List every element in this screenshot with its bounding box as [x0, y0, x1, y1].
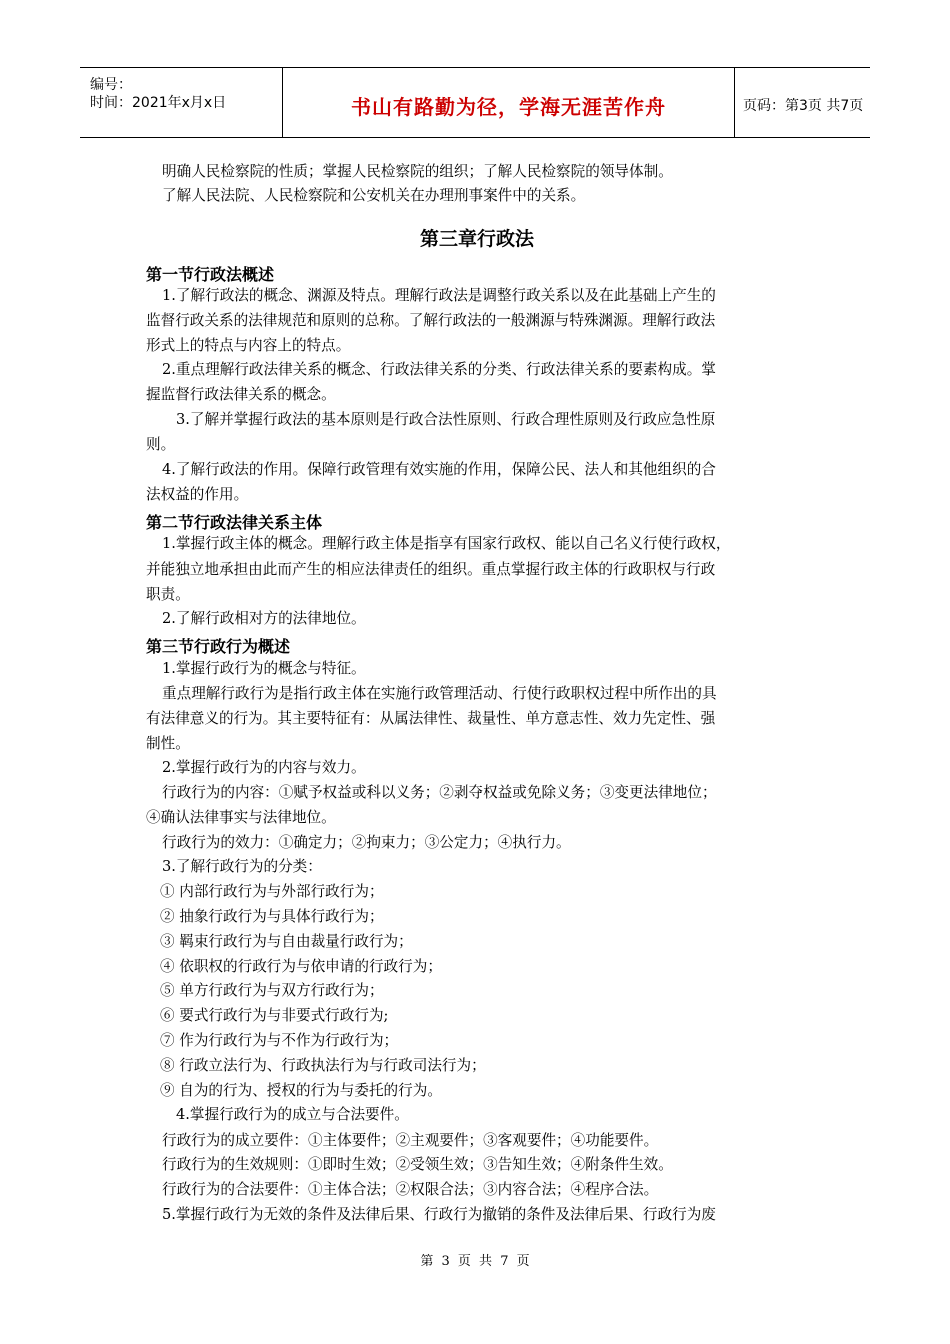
paragraph-line: 则。: [146, 436, 176, 453]
paragraph-line: 2.掌握行政行为的内容与效力。: [162, 759, 366, 776]
paragraph-line: 重点理解行政行为是指行政主体在实施行政管理活动、行使行政职权过程中所作出的具: [162, 685, 717, 702]
list-item: ⑤ 单方行政行为与双方行政行为；: [160, 982, 384, 999]
paragraph-line: 行政行为的生效规则：①即时生效；②受领生效；③告知生效；④附条件生效。: [162, 1156, 673, 1173]
paragraph-line: 法权益的作用。: [146, 486, 249, 503]
list-item: ⑨ 自为的行为、授权的行为与委托的行为。: [160, 1082, 442, 1099]
intro-line: 了解人民法院、人民检察院和公安机关在办理刑事案件中的关系。: [162, 187, 586, 204]
paragraph-line: 行政行为的合法要件：①主体合法；②权限合法；③内容合法；④程序合法。: [162, 1181, 659, 1198]
paragraph-line: 形式上的特点与内容上的特点。: [146, 337, 351, 354]
list-item: ⑥ 要式行政行为与非要式行政行为;: [160, 1007, 389, 1024]
section-title: 第三节行政行为概述: [146, 637, 291, 656]
list-item: ⑧ 行政立法行为、行政执法行为与行政司法行为；: [160, 1057, 486, 1074]
document-header: [80, 67, 870, 138]
paragraph-line: 1.掌握行政主体的概念。理解行政主体是指享有国家行政权、能以自己名义行使行政权，: [162, 535, 731, 552]
page-info: 页码：第3页 共7页: [743, 98, 864, 114]
section-title: 第二节行政法律关系主体: [146, 513, 323, 532]
paragraph-line: 监督行政关系的法律规范和原则的总称。了解行政法的一般渊源与特殊渊源。理解行政法: [146, 312, 716, 329]
page-footer: 第 3 页 共 7 页: [420, 1254, 530, 1269]
paragraph-line: 1.掌握行政行为的概念与特征。: [162, 660, 366, 677]
chapter-title: 第三章行政法: [419, 228, 534, 250]
number-label: 编号：: [90, 77, 132, 93]
list-item: ④ 依职权的行政行为与依申请的行政行为；: [160, 958, 442, 975]
list-item: ③ 羁束行政行为与自由裁量行政行为；: [160, 933, 413, 950]
header-center-cell: [283, 68, 735, 137]
paragraph-line: 有法律意义的行为。其主要特征有：从属法律性、裁量性、单方意志性、效力先定性、强: [146, 710, 716, 727]
paragraph-line: 4.了解行政法的作用。保障行政管理有效实施的作用，保障公民、法人和其他组织的合: [162, 461, 716, 478]
header-left-cell: [80, 68, 283, 137]
paragraph-line: 2.重点理解行政法律关系的概念、行政法律关系的分类、行政法律关系的要素构成。掌: [162, 361, 716, 378]
date-label: 时间：2021年x月x日: [90, 95, 227, 111]
section-title: 第一节行政法概述: [146, 265, 275, 284]
paragraph-line: 握监督行政法律关系的概念。: [146, 386, 336, 403]
paragraph-line: 行政行为的效力：①确定力；②拘束力；③公定力；④执行力。: [162, 834, 571, 851]
intro-line: 明确人民检察院的性质；掌握人民检察院的组织；了解人民检察院的领导体制。: [162, 163, 673, 180]
paragraph-line: 行政行为的内容：①赋予权益或科以义务；②剥夺权益或免除义务；③变更法律地位；: [162, 784, 717, 801]
paragraph-line: 4.掌握行政行为的成立与合法要件。: [176, 1106, 409, 1123]
list-item: ⑦ 作为行政行为与不作为行政行为；: [160, 1032, 399, 1049]
paragraph-line: 3.了解行政行为的分类：: [162, 858, 322, 875]
paragraph-line: 行政行为的成立要件：①主体要件；②主观要件；③客观要件；④功能要件。: [162, 1132, 659, 1149]
paragraph-line: 3.了解并掌握行政法的基本原则是行政合法性原则、行政合理性原则及行政应急性原: [176, 411, 716, 428]
paragraph-line: 并能独立地承担由此而产生的相应法律责任的组织。重点掌握行政主体的行政职权与行政: [146, 561, 716, 578]
paragraph-line: 职责。: [146, 586, 190, 603]
list-item: ① 内部行政行为与外部行政行为；: [160, 883, 384, 900]
paragraph-line: ④确认法律事实与法律地位。: [146, 809, 336, 826]
paragraph-line: 1.了解行政法的概念、渊源及特点。理解行政法是调整行政关系以及在此基础上产生的: [162, 287, 716, 304]
header-right-cell: [735, 68, 870, 137]
motto-text: 书山有路勤为径，学海无涯苦作舟: [351, 95, 666, 119]
paragraph-line: 5.掌握行政行为无效的条件及法律后果、行政行为撤销的条件及法律后果、行政行为废: [162, 1206, 716, 1223]
paragraph-line: 制性。: [146, 735, 190, 752]
paragraph-line: 2.了解行政相对方的法律地位。: [162, 610, 366, 627]
list-item: ② 抽象行政行为与具体行政行为；: [160, 908, 384, 925]
